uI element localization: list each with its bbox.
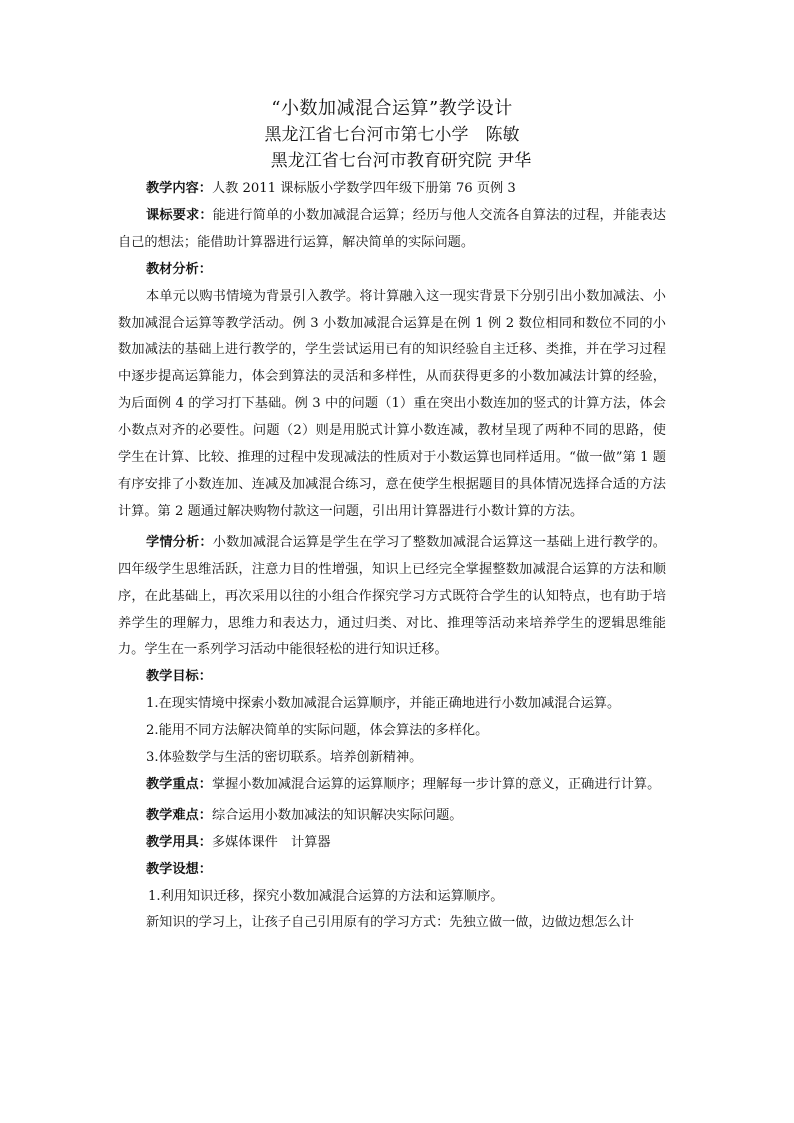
- author-line-2: 黑龙江省七台河市教育研究院 尹华: [270, 151, 532, 171]
- goals-label: 教学目标：: [146, 669, 212, 685]
- key-points-label: 教学重点：: [146, 776, 212, 792]
- students-paragraph: [118, 530, 666, 665]
- key-points-paragraph: [118, 772, 666, 799]
- key-points-text: 掌握小数加减混合运算的运算顺序；理解每一步计算的意义，正确进行计算。: [211, 776, 661, 792]
- ideas-text: 新知识的学习上，让孩子自己引用原有的学习方式：先独立做一做，边做边想怎么计: [146, 915, 634, 931]
- standard-label: 课标要求：: [146, 207, 213, 223]
- document-title: “小数加减混合运算”教学设计: [271, 98, 513, 119]
- tools-text: 多媒体课件 计算器: [211, 834, 331, 850]
- difficulty-label: 教学难点：: [146, 807, 212, 823]
- standard-text: 能进行简单的小数加减混合运算；经历与他人交流各自算法的过程，并能表达自己的想法；能借助计算器进行运算，解决简单的实际问题。: [118, 207, 666, 250]
- difficulty-paragraph: [118, 803, 666, 830]
- tools-label: 教学用具：: [146, 834, 212, 850]
- goal-item-1: 1.在现实情境中探索小数加减混合运算顺序，并能正确地进行小数加减混合运算。: [146, 696, 621, 712]
- goal-item-2: 2.能用不同方法解决简单的实际问题，体会算法的多样化。: [146, 723, 489, 739]
- teaching-content-text: 人教 2011 课标版小学数学四年级下册第 76 页例 3: [211, 181, 516, 196]
- teaching-content-paragraph: [118, 176, 666, 203]
- document-content: [118, 96, 666, 937]
- ideas-item-1: 1.利用知识迁移，探究小数加减混合运算的方法和运算顺序。: [148, 888, 504, 904]
- material-label: 教材分析：: [146, 261, 212, 277]
- students-label: 学情分析：: [146, 534, 213, 550]
- standard-paragraph: [118, 203, 666, 257]
- ideas-heading: [118, 857, 666, 884]
- teaching-content-label: 教学内容：: [146, 181, 212, 196]
- material-text: 本单元以购书情境为背景引入教学。将计算融入这一现实背景下分别引出小数加减法、小数加减混合运算等教学活动。例 3 小数加减混合运算是在例 1 例 2 数位相同和数位不同的小数加减法的基础上进行教学的，学生尝试运用已有的知识经验自主迁移、类推，并在学习过程中逐步提高运算能力，体会到算法的灵活和多样性，从而获得更多的小数加减法计算的经验，为后面例 4 的学习打下基础。例 3 中的问题（1）重在突出小数连加的竖式的计算方法，体会小数点对齐的必要性。问题（2）则是用脱式计算小数连减，教材呈现了两种不同的思路，使学生在计算、比较、推理的过程中发现减法的性质对于小数运算也同样适用。“做一做”第 1 题有序安排了小数连加、连减及加减混合练习，意在使学生根据题目的具体情况选择合适的方法计算。第 2 题通过解决购物付款这一问题，引出用计算器进行小数计算的方法。: [118, 288, 666, 519]
- ideas-label: 教学设想：: [146, 861, 212, 877]
- goals-heading: [118, 664, 666, 691]
- difficulty-text: 综合运用小数加减法的知识解决实际问题。: [211, 807, 463, 823]
- tools-paragraph: [118, 830, 666, 857]
- students-text: 小数加减混合运算是学生在学习了整数加减混合运算这一基础上进行教学的。四年级学生思维活跃，注意力目的性增强，知识上已经完全掌握整数加减混合运算的方法和顺序，在此基础上，再次采用以往的小组合作探究学习方式既符合学生的认知特点，也有助于培养学生的理解力，思维力和表达力，通过归类、对比、推理等活动来培养学生的逻辑思维能力。学生在一系列学习活动中能很轻松的进行知识迁移。: [118, 534, 666, 658]
- goal-item-3: 3.体验数学与生活的密切联系。培养创新精神。: [146, 750, 423, 766]
- material-heading: [118, 257, 666, 284]
- author-line-1: 黑龙江省七台河市第七小学 陈敏: [264, 125, 520, 145]
